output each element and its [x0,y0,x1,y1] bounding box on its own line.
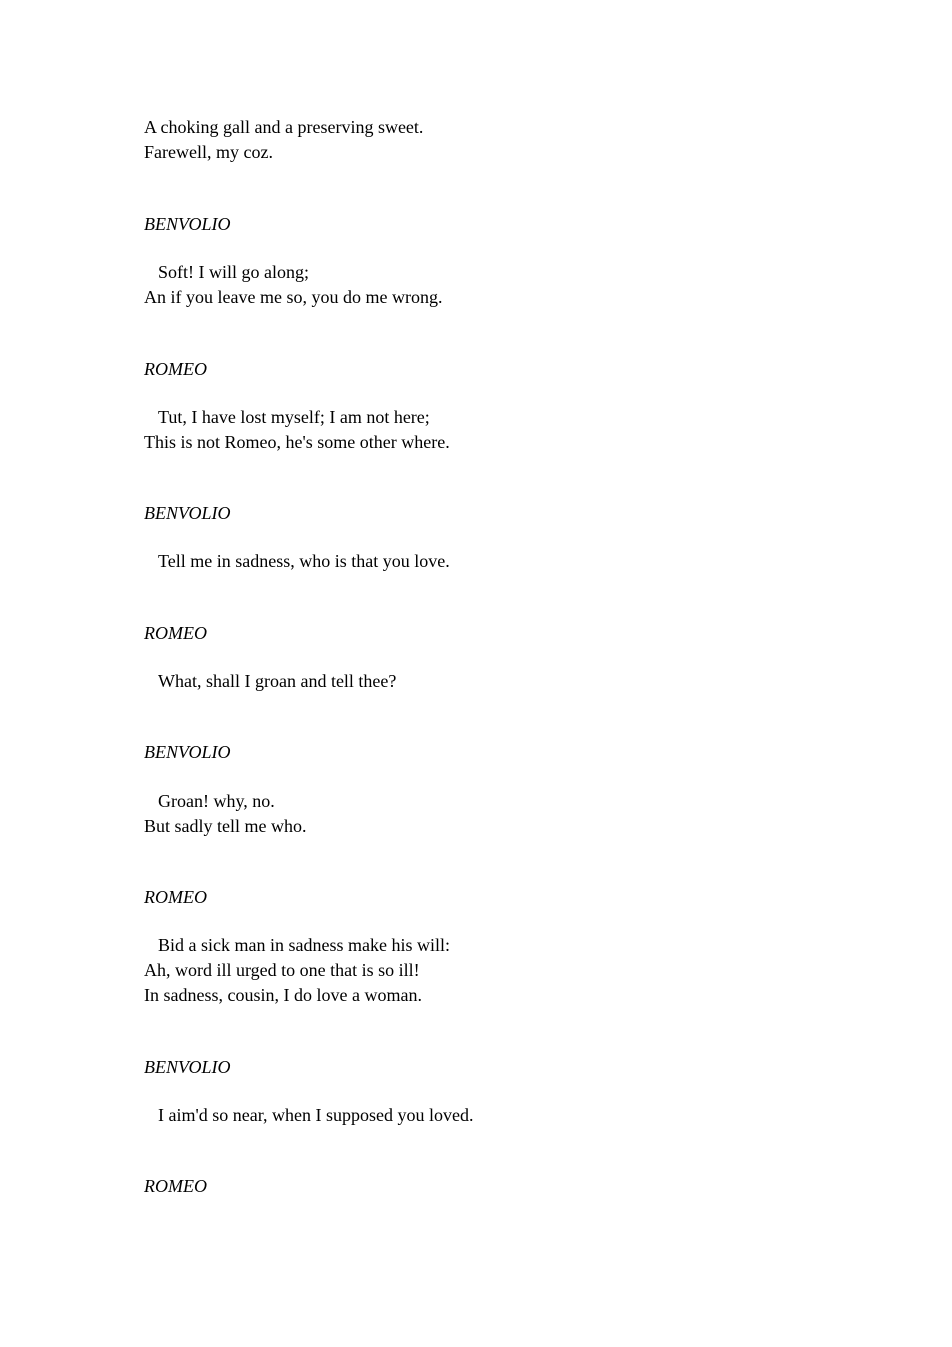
play-text-page [144,0,904,1347]
verse-line: In sadness, cousin, I do love a woman. [144,985,422,1005]
verse-line: Bid a sick man in sadness make his will: [158,935,450,955]
verse-line: Tut, I have lost myself; I am not here; [158,407,430,427]
verse-line: Tell me in sadness, who is that you love. [158,551,450,571]
speaker-name: BENVOLIO [144,503,231,523]
verse-line: Soft! I will go along; [158,262,309,282]
verse-line: What, shall I groan and tell thee? [158,671,397,691]
verse-line: A choking gall and a preserving sweet. [144,117,424,137]
verse-line: I aim'd so near, when I supposed you loved. [158,1105,474,1125]
speaker-name: BENVOLIO [144,214,231,234]
verse-line: An if you leave me so, you do me wrong. [144,287,443,307]
verse-line: But sadly tell me who. [144,816,307,836]
speaker-name: ROMEO [144,623,207,643]
verse-line: Ah, word ill urged to one that is so ill! [144,960,420,980]
speaker-name: ROMEO [144,359,207,379]
verse-line: This is not Romeo, he's some other where. [144,432,450,452]
speaker-name: ROMEO [144,1176,207,1196]
speaker-name: BENVOLIO [144,742,231,762]
verse-line: Groan! why, no. [158,791,275,811]
speaker-name: ROMEO [144,887,207,907]
speaker-name: BENVOLIO [144,1057,231,1077]
verse-line: Farewell, my coz. [144,142,273,162]
